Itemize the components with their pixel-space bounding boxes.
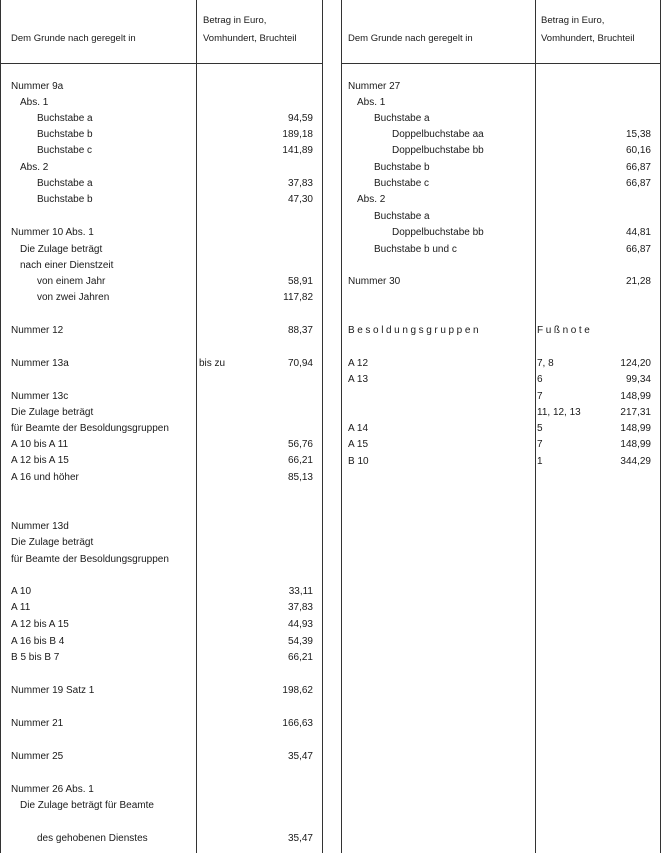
- row-amount: 60,16: [625, 145, 651, 156]
- row-amount: 70,94: [287, 358, 313, 369]
- row-amount: 88,37: [287, 325, 313, 336]
- row-label: Die Zulage beträgt für Beamte: [20, 800, 154, 811]
- row-note: 1: [537, 456, 543, 467]
- row-label: Nummer 30: [348, 276, 401, 287]
- row-label: A 15: [348, 439, 369, 450]
- table-row: [0, 470, 662, 486]
- row-label: Abs. 1: [20, 97, 49, 108]
- row-amount: 166,63: [282, 718, 313, 729]
- row-amount: 66,21: [287, 455, 313, 466]
- row-label: Die Zulage beträgt: [11, 537, 94, 548]
- row-label: Nummer 19 Satz 1: [11, 685, 95, 696]
- table-row: [0, 519, 662, 535]
- table-row: [0, 782, 662, 798]
- row-note: 7: [537, 391, 543, 402]
- row-amount: 37,83: [287, 178, 313, 189]
- row-amount: 124,20: [620, 358, 651, 369]
- table-row: [0, 749, 662, 765]
- row-label: A 13: [348, 374, 369, 385]
- row-label: A 12 bis A 15: [11, 619, 69, 630]
- row-amount: 21,28: [625, 276, 651, 287]
- row-amount: 94,59: [287, 113, 313, 124]
- table-row: [0, 600, 662, 616]
- table-row: [0, 634, 662, 650]
- row-amount: 141,89: [282, 145, 313, 156]
- table-row: [0, 389, 662, 405]
- row-label: Buchstabe b: [374, 162, 430, 173]
- table-row: [0, 454, 662, 470]
- row-label: A 12: [348, 358, 369, 369]
- table-row: [0, 79, 662, 95]
- table-row: [0, 290, 662, 306]
- row-amount: 66,87: [625, 162, 651, 173]
- row-amount: 47,30: [287, 194, 313, 205]
- row-label: Buchstabe c: [374, 178, 430, 189]
- row-note: Fußnote: [537, 325, 593, 336]
- right-header-amount-line2: Vomhundert, Bruchteil: [541, 33, 635, 44]
- table-row: [0, 650, 662, 666]
- row-label: Die Zulage beträgt: [11, 407, 94, 418]
- row-label: Buchstabe c: [37, 145, 93, 156]
- table-row: [0, 356, 662, 372]
- row-amount: 15,38: [625, 129, 651, 140]
- row-amount: 217,31: [620, 407, 651, 418]
- row-amount: 35,47: [287, 833, 313, 844]
- row-amount: 58,91: [287, 276, 313, 287]
- row-label: Buchstabe a: [374, 211, 430, 222]
- row-label: Nummer 9a: [11, 81, 64, 92]
- row-amount: 198,62: [282, 685, 313, 696]
- row-label: Buchstabe a: [37, 178, 93, 189]
- table-row: [0, 209, 662, 225]
- row-label: A 14: [348, 423, 369, 434]
- row-label: A 10: [11, 586, 32, 597]
- row-amount: 66,87: [625, 178, 651, 189]
- table-row: [0, 127, 662, 143]
- row-label: Nummer 13d: [11, 521, 69, 532]
- row-amount: 44,93: [287, 619, 313, 630]
- row-label: Nummer 21: [11, 718, 64, 729]
- row-label: Buchstabe a: [37, 113, 93, 124]
- row-amount: 66,87: [625, 244, 651, 255]
- left-header-amount-line1: Betrag in Euro,: [203, 15, 267, 26]
- table-row: [0, 176, 662, 192]
- row-label: Doppelbuchstabe bb: [392, 145, 484, 156]
- table-row: [0, 111, 662, 127]
- row-label: Abs. 1: [357, 97, 386, 108]
- table-row: [0, 798, 662, 814]
- table-row: [0, 535, 662, 551]
- table-row: [0, 831, 662, 847]
- table-row: [0, 160, 662, 176]
- row-label: Nummer 25: [11, 751, 64, 762]
- row-note: 11, 12, 13: [537, 407, 581, 418]
- row-amount: 189,18: [282, 129, 313, 140]
- row-amount: 85,13: [287, 472, 313, 483]
- left-header-label: Dem Grunde nach geregelt in: [11, 33, 136, 44]
- row-label: Nummer 13a: [11, 358, 69, 369]
- row-label: Nummer 13c: [11, 391, 69, 402]
- row-amount: 37,83: [287, 602, 313, 613]
- row-amount: 44,81: [625, 227, 651, 238]
- row-label: Nummer 27: [348, 81, 401, 92]
- row-amount: 148,99: [620, 423, 651, 434]
- row-label: Abs. 2: [20, 162, 49, 173]
- row-label: B 10: [348, 456, 369, 467]
- row-label: für Beamte der Besoldungsgruppen: [11, 423, 169, 434]
- table-row: [0, 372, 662, 388]
- row-label: Nummer 12: [11, 325, 64, 336]
- row-amount: 344,29: [620, 456, 651, 467]
- table-row: [0, 274, 662, 290]
- table-row: [0, 617, 662, 633]
- row-note: 7: [537, 439, 543, 450]
- table-row: [0, 437, 662, 453]
- row-note: 7, 8: [537, 358, 554, 369]
- row-label: A 12 bis A 15: [11, 455, 69, 466]
- row-label: Buchstabe b und c: [374, 244, 457, 255]
- row-note: bis zu: [199, 358, 226, 369]
- row-label: B 5 bis B 7: [11, 652, 60, 663]
- row-amount: 99,34: [625, 374, 651, 385]
- left-header-amount-line2: Vomhundert, Bruchteil: [203, 33, 297, 44]
- row-label: Nummer 10 Abs. 1: [11, 227, 94, 238]
- table-row: [0, 95, 662, 111]
- row-label: nach einer Dienstzeit: [20, 260, 114, 271]
- table-row: [0, 552, 662, 568]
- row-label: Buchstabe b: [37, 194, 93, 205]
- row-label: Besoldungsgruppen: [348, 325, 482, 336]
- row-amount: 35,47: [287, 751, 313, 762]
- row-label: A 16 und höher: [11, 472, 79, 483]
- row-label: Abs. 2: [357, 194, 386, 205]
- row-amount: 66,21: [287, 652, 313, 663]
- table-row: [0, 258, 662, 274]
- row-label: für Beamte der Besoldungsgruppen: [11, 554, 169, 565]
- table-row: [0, 323, 662, 339]
- table-row: [0, 584, 662, 600]
- row-label: Die Zulage beträgt: [20, 244, 103, 255]
- row-label: A 10 bis A 11: [11, 439, 69, 450]
- table-row: [0, 225, 662, 241]
- row-label: A 11: [11, 602, 31, 613]
- table-row: [0, 405, 662, 421]
- row-note: 6: [537, 374, 543, 385]
- row-amount: 33,11: [288, 586, 313, 597]
- table-row: [0, 143, 662, 159]
- row-label: Doppelbuchstabe bb: [392, 227, 484, 238]
- row-label: Nummer 26 Abs. 1: [11, 784, 94, 795]
- row-label: Buchstabe b: [37, 129, 93, 140]
- row-amount: 56,76: [287, 439, 313, 450]
- row-amount: 148,99: [620, 439, 651, 450]
- row-label: des gehobenen Dienstes: [37, 833, 148, 844]
- table-row: [0, 242, 662, 258]
- row-note: 5: [537, 423, 543, 434]
- table-row: [0, 716, 662, 732]
- row-label: von zwei Jahren: [37, 292, 110, 303]
- row-label: von einem Jahr: [37, 276, 106, 287]
- row-label: Doppelbuchstabe aa: [392, 129, 484, 140]
- table-row: [0, 192, 662, 208]
- right-header-amount-line1: Betrag in Euro,: [541, 15, 605, 26]
- row-label: Buchstabe a: [374, 113, 430, 124]
- table-row: [0, 683, 662, 699]
- row-amount: 54,39: [287, 636, 313, 647]
- row-label: A 16 bis B 4: [11, 636, 65, 647]
- table-row: [0, 421, 662, 437]
- row-amount: 148,99: [620, 391, 651, 402]
- right-header-label: Dem Grunde nach geregelt in: [348, 33, 473, 44]
- row-amount: 117,82: [283, 292, 313, 303]
